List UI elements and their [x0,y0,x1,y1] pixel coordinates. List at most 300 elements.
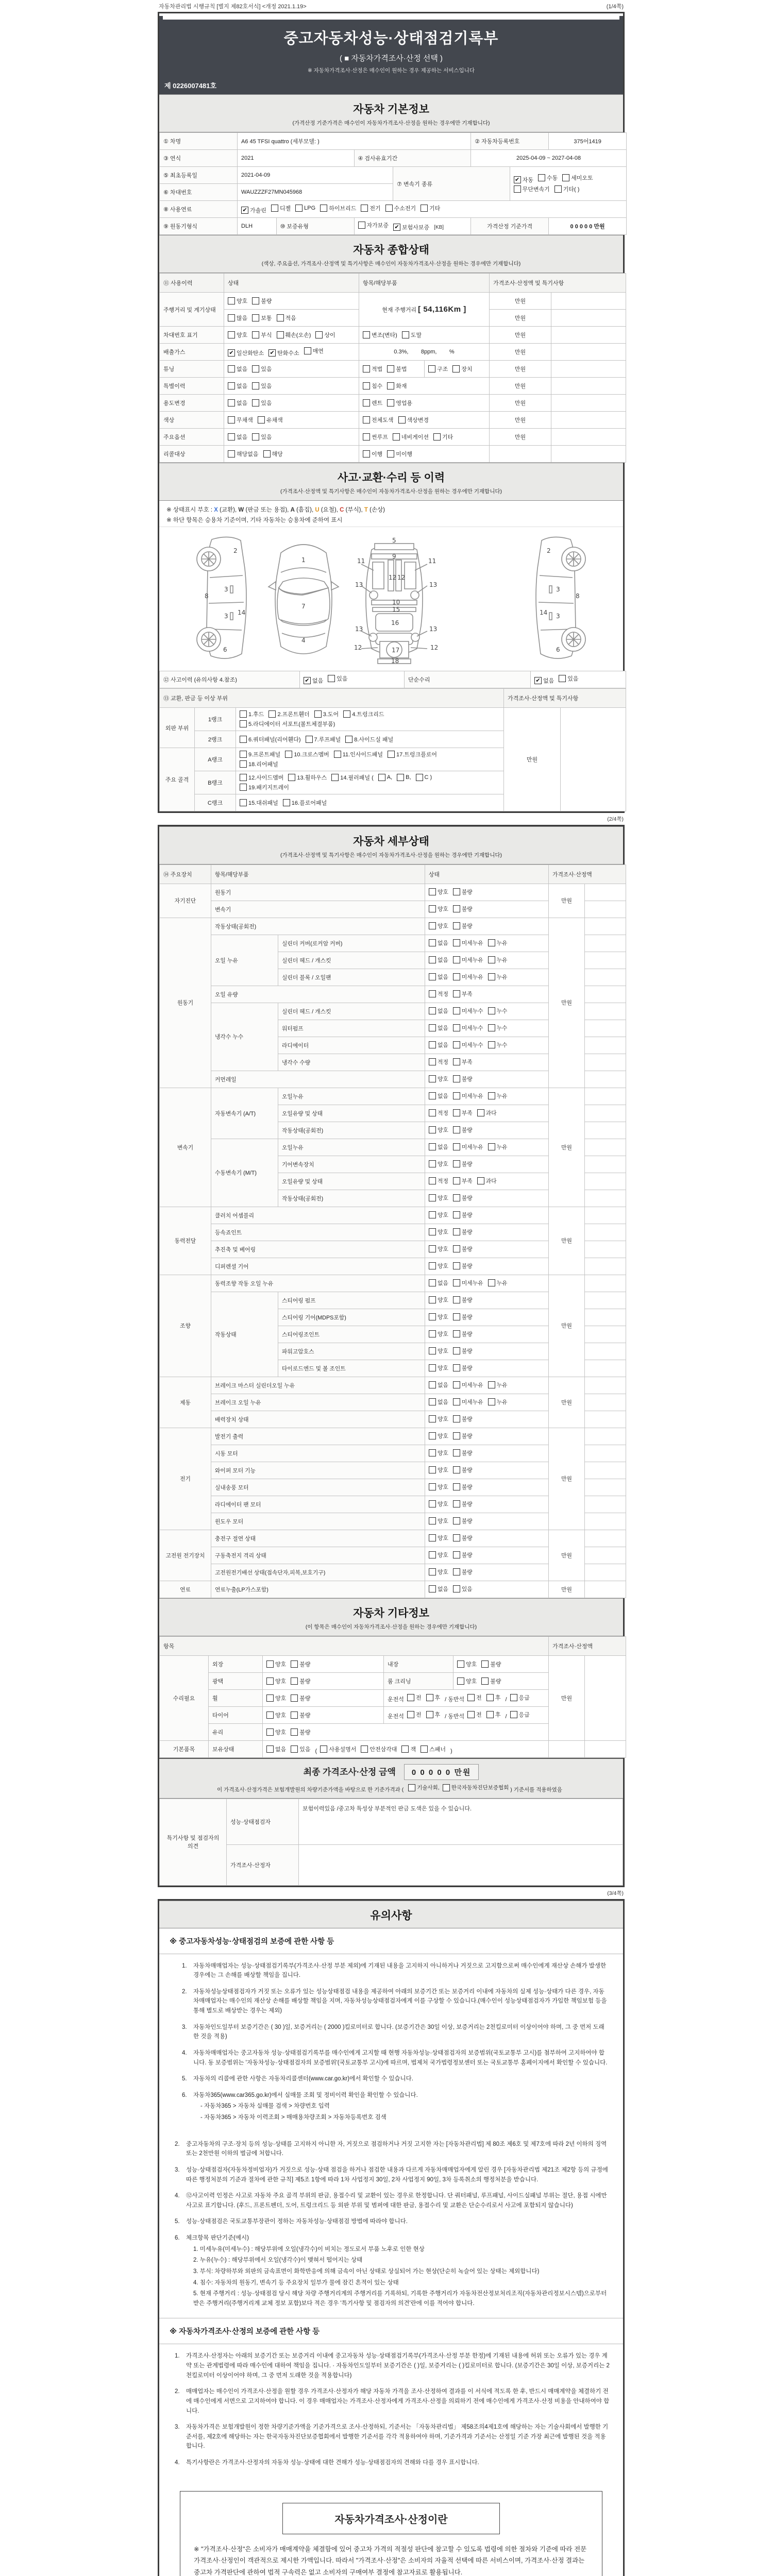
notice-item: 3. 자동차가격은 보험개발원이 정한 차량기준가액을 기준가격으로 조사·산정하되, 기준서는 「자동차관리법」 제58조의4제1호에 해당하는 자는 기술사회에서 발행한 기준서를, 제2호에 해당하는 자는 한국자동차진단보증협회에서 발행한 기준서를 각각 적용하여야 하며, 기준가격과 기준서는 산정일 기준 가장 최근에 발행된 것을 적용합니다. [175,2424,609,2450]
overall-band [159,235,623,273]
detail-subtitle: (가격조사·산정액 및 특기사항은 매수인이 자동차가격조사·산정을 원하는 경우에만 기재합니다) [280,852,502,859]
checkbox-icon [453,1585,460,1592]
text-segment: / 동반석 [445,1714,465,1720]
checkbox-상이[interactable]: 상이 [315,331,335,339]
checkbox-구조[interactable]: 구조 [428,365,448,373]
checkbox-미세누유[interactable]: 미세누유 [453,1143,483,1151]
checkbox-양호[interactable]: 양호 [228,297,247,305]
checkbox-많음[interactable]: 많음 [228,314,247,322]
legend-code-X: X [214,507,218,513]
checkbox-응급[interactable]: 응급 [510,1693,530,1702]
checkbox-해당없음[interactable]: 해당없음 [228,450,259,458]
checkbox-불량[interactable]: 불량 [291,1660,310,1668]
checkbox-미세누유[interactable]: 미세누유 [453,1381,483,1389]
checkbox-없음[interactable]: 없음 [429,1024,448,1032]
checkbox-icon [240,784,247,791]
checkbox-19.패키지트레이[interactable]: 19.패키지트레이 [240,783,289,791]
text-segment: 운전석 [388,1697,404,1703]
checkbox-영업용[interactable]: 영업용 [387,399,412,407]
checkbox-icon [252,331,259,338]
damage-code-legend: ※ 상태표시 부호 : X (교환), W (판금 또는 용접), A (흠집), U (요철), C (부식), T (손상) ※ 하단 항목은 승용차 기준이며, 기타 자동차는 승용차에 준하여 표시 [159,501,623,527]
checkbox-미세누수[interactable]: 미세누수 [453,1007,483,1015]
checkbox-스패너[interactable]: 스패너 [421,1745,446,1753]
checkbox-양호[interactable]: 양호 [228,331,247,339]
checkbox-icon [429,1466,436,1473]
checkbox-icon [283,799,290,806]
checkbox-양호[interactable]: 양호 [429,1262,448,1270]
checkbox-양호[interactable]: 양호 [266,1677,286,1685]
checkbox-icon [453,1279,460,1286]
checkbox-18.리어패널[interactable]: 18.리어패널 [240,760,278,768]
report-page [158,2,625,2576]
checkbox-양호[interactable]: 양호 [266,1711,286,1719]
checkbox-적법[interactable]: 적법 [363,365,382,373]
checkbox-부족[interactable]: 부족 [453,1058,473,1066]
checkbox-13.휠하우스[interactable]: 13.휠하우스 [288,773,327,782]
checkbox-양호[interactable]: 양호 [429,1194,448,1202]
checkbox-누유[interactable]: 누유 [488,1279,508,1287]
checkbox-없음[interactable]: ✔ 없음 [304,676,323,685]
checkbox-10.크로스멤버[interactable]: 10.크로스멤버 [285,750,329,758]
checkbox-한국자동차진단보증협회[interactable]: 한국자동차진단보증협회 [443,1784,509,1791]
checkbox-잭[interactable]: 잭 [401,1745,416,1753]
checkbox-icon [488,956,495,963]
checkbox-불량[interactable]: 불량 [453,1194,473,1202]
notice-item: 3. 자동차인도일부터 보증기간은 ( 30 )일, 보증거리는 ( 2000 )킬로미터로 합니다. (보증기간은 30일 이상, 보증거리는 2천킬로미터 이상이어야 하며, 그 중 먼저 도래한 것을 적용) [182,2024,604,2040]
notice-item: 1. 가격조사·산정자는 아래의 보증기간 또는 보증거리 이내에 중고자동차 성능·상태점검기록부(가격조사·산정 부분 한정)에 기재된 내용에 허위 또는 오류가 있는 경우 계약 또는 관계법령에 따라 매수인에 대하여 책임을 집니다. · 자동차인도일부터 보증기간은 ( )일, 보증거리는 ( )킬로미터로 합니다. (보증기간은 30일 이상, 보증거리는 2천킬로미터 이상이어야 하며, 그 중 먼저 도래한 것을 적용합니다) [175,2353,610,2379]
checkbox-있음[interactable]: 있음 [252,382,272,390]
checkbox-15.대쉬패널[interactable]: 15.대쉬패널 [240,799,278,807]
checkbox-icon [331,774,339,781]
notice-item: 6. 체크항목 판단기준(예시) 1. 미세누유(미세누수) : 해당부위에 오일(냉각수)이 비치는 정도로서 부품 노후로 인한 현상 2. 누유(누수) : 해당부위에서 오일(냉각수)이 맺혀서 떨어지는 상태 3. 부식: 차량하부와 외판의 금속표면이 화학반응에 의해 금속이 아닌 상태로 상실되어 가는 현상(단순히 녹슬어 있는 상태는 제외합니다) 4. 침수: 자동차의 원동기, 변속기 등 주요장치 일부가 물에 잠긴 흔적이 있는 상태 5. 현재 주행거리 : 성능·상태점검 당시 해당 차량 주행거리계의 주행거리를 기록하되, 기록한 주행거리가 자동차전산정보처리조직(자동차관리정보시스템)으로부터 받은 주행거리(주행거리계 교체 정보 포함)보다 적은 경우 '특기사항 및 점검자의 의견'란에 이를 적어야 합니다. [175,2235,607,2307]
checkbox-양호[interactable]: 양호 [429,1160,448,1168]
inspector-opinion-text: 보험이력있음 /중고차 특성상 부분적인 판금 도색은 있을 수 있습니다. [299,1799,623,1844]
checkbox-불량[interactable]: 불량 [291,1711,310,1719]
checkbox-미세누유[interactable]: 미세누유 [453,1279,483,1287]
checkbox-icon [385,205,393,212]
checkbox-없음[interactable]: 없음 [429,1585,448,1593]
checkbox-썬루프[interactable]: 썬루프 [363,433,388,441]
checkbox-icon: ✔ [228,349,235,357]
checkbox-없음[interactable]: 없음 [266,1745,286,1753]
checkbox-11.인사이드패널[interactable]: 11.인사이드패널 [334,750,383,758]
checkbox-없음[interactable]: 없음 [429,1092,448,1100]
checkbox-적정[interactable]: 적정 [429,1058,448,1066]
checkbox-양호[interactable]: 양호 [429,1466,448,1474]
checkbox-불량[interactable]: 불량 [453,1330,473,1338]
checkbox-16.플로어패널[interactable]: 16.플로어패널 [283,799,327,807]
checkbox-icon [429,956,436,963]
checkbox-적정[interactable]: 적정 [429,1109,448,1117]
checkbox-누유[interactable]: 누유 [488,956,508,964]
checkbox-있음[interactable]: 있음 [453,1585,473,1593]
checkbox-가솔린[interactable]: ✔ 가솔린 [241,206,266,214]
checkbox-불량[interactable]: 불량 [453,1449,473,1457]
checkbox-후[interactable]: 후 [486,1693,501,1702]
checkbox-불량[interactable]: 불량 [453,1534,473,1542]
checkbox-icon [363,416,370,423]
checkbox-불량[interactable]: 불량 [252,297,272,305]
checkbox-icon [429,1483,436,1490]
checkbox-양호[interactable]: 양호 [266,1660,286,1668]
checkbox-자동[interactable]: ✔ 자동 [514,176,533,184]
basic-info-band [159,94,623,132]
checkbox-미세누수[interactable]: 미세누수 [453,1024,483,1032]
checkbox-누유[interactable]: 누유 [488,973,508,981]
checkbox-있음[interactable]: 있음 [291,1745,310,1753]
checkbox-부족[interactable]: 부족 [453,990,473,998]
checkbox-응급[interactable]: 응급 [510,1710,530,1719]
detail-table-wrap [159,865,623,1598]
checkbox-불량[interactable]: 불량 [481,1677,501,1685]
checkbox-불량[interactable]: 불량 [453,1483,473,1491]
checkbox-누유[interactable]: 누유 [488,1398,508,1406]
checkbox-icon [488,1381,495,1388]
checkbox-불량[interactable]: 불량 [481,1660,501,1668]
checkbox-icon [402,331,409,338]
checkbox-불량[interactable]: 불량 [453,1466,473,1474]
checkbox-후[interactable]: 후 [426,1693,441,1702]
checkbox-icon [453,1500,460,1507]
checkbox-유채색[interactable]: 유채색 [258,416,283,424]
checkbox-양호[interactable]: 양호 [266,1694,286,1702]
checkbox-침수[interactable]: 침수 [363,382,382,390]
checkbox-전[interactable]: 전 [407,1710,422,1719]
checkbox-icon [429,1143,436,1150]
opinion-table: 특기사항 및 점검자의 의견 성능·상태점검자 보험이력있음 /중고차 특성상 부분적인 판금 도색은 있을 수 있습니다. 가격조사·산정자 [159,1799,623,1886]
checkbox-icon [429,1347,436,1354]
checkbox-icon [426,1694,433,1701]
text-segment: / [505,1697,507,1703]
checkbox-icon [407,1694,414,1701]
checkbox-누수[interactable]: 누수 [488,1024,508,1032]
checkbox-불량[interactable]: 불량 [453,1568,473,1576]
checkbox-불량[interactable]: 불량 [453,1126,473,1134]
checkbox-불량[interactable]: 불량 [453,1228,473,1236]
checkbox-양호[interactable]: 양호 [429,1296,448,1304]
checkbox-양호[interactable]: 양호 [429,1432,448,1440]
checkbox-있음[interactable]: 있음 [252,365,272,373]
checkbox-불량[interactable]: 불량 [453,1415,473,1423]
checkbox-세미오토[interactable]: 세미오토 [562,174,593,182]
checkbox-수소전기[interactable]: 수소전기 [385,204,416,212]
checkbox-불량[interactable]: 불량 [453,1075,473,1083]
checkbox-불량[interactable]: 불량 [453,1296,473,1304]
checkbox-미세누유[interactable]: 미세누유 [453,1092,483,1100]
checkbox-양호[interactable]: 양호 [429,1415,448,1423]
checkbox-누수[interactable]: 누수 [488,1041,508,1049]
checkbox-전기[interactable]: 전기 [361,204,380,212]
accident-history-table: ⑫ 사고이력 (유의사항 4.참조) ✔ 없음 있음 단순수리 ✔ 없음 있음 [159,671,626,688]
checkbox-icon [453,1398,460,1405]
checkbox-icon [291,1728,298,1736]
checkbox-전[interactable]: 전 [467,1710,482,1719]
checkbox-17.트렁크플로어[interactable]: 17.트렁크플로어 [388,750,437,758]
checkbox-없음[interactable]: 없음 [228,433,247,441]
checkbox-양호[interactable]: 양호 [429,1330,448,1338]
checkbox-있음[interactable]: 있음 [559,674,578,683]
checkbox-있음[interactable]: 있음 [328,674,347,683]
checkbox-icon [306,736,313,743]
checkbox-미세누유[interactable]: 미세누유 [453,956,483,964]
checkbox-icon [228,433,235,440]
svg-text:12: 12 [354,644,362,652]
checkbox-사용설명서[interactable]: 사용설명서 [320,1745,356,1753]
svg-text:3: 3 [556,586,560,594]
checkbox-없음[interactable]: 없음 [228,365,247,373]
checkbox-icon [252,433,259,440]
document-note: ※ 자동차가격조사·산정은 매수인이 원하는 경우 제공하는 서비스입니다 [308,67,475,74]
checkbox-기타[interactable]: 기타 [421,204,440,212]
checkbox-양호[interactable]: 양호 [429,1551,448,1559]
checkbox-4.트렁크리드[interactable]: 4.트렁크리드 [343,710,384,718]
notice-title: 유의사항 [370,1909,412,1922]
checkbox-icon [481,1677,489,1685]
checkbox-해당[interactable]: 해당 [263,450,283,458]
checkbox-icon [429,1415,436,1422]
notice-band [159,1901,623,1928]
checkbox-부족[interactable]: 부족 [453,1177,473,1185]
checkbox-없음[interactable]: 없음 [429,956,448,964]
checkbox-전[interactable]: 전 [467,1693,482,1702]
checkbox-기타( )[interactable]: 기타( ) [554,185,580,193]
svg-text:14: 14 [238,609,246,617]
accident-band [159,463,623,501]
checkbox-누수[interactable]: 누수 [488,1007,508,1015]
checkbox-불량[interactable]: 불량 [291,1677,310,1685]
checkbox-14.필러패널 ([interactable]: 14.필러패널 ( [331,773,374,782]
checkbox-부족[interactable]: 부족 [453,1109,473,1117]
checkbox-불량[interactable]: 불량 [453,1245,473,1253]
checkbox-icon [252,365,259,372]
checkbox-불량[interactable]: 불량 [453,1500,473,1508]
checkbox-누유[interactable]: 누유 [488,1143,508,1151]
checkbox-없음[interactable]: 없음 [429,1279,448,1287]
text-segment: ) 기준서를 적용하였음 [510,1786,562,1793]
checkbox-불법[interactable]: 불법 [387,365,407,373]
checkbox-기술사회,[interactable]: 기술사회, [408,1784,440,1791]
checkbox-icon [363,399,370,406]
checkbox-무채색[interactable]: 무채색 [228,416,253,424]
checkbox-icon [291,1694,298,1702]
checkbox-있음[interactable]: 있음 [252,399,272,407]
checkbox-icon [252,399,259,406]
checkbox-7.루프패널[interactable]: 7.루프패널 [306,735,341,743]
checkbox-icon [453,1109,460,1116]
checkbox-양호[interactable]: 양호 [429,1228,448,1236]
checkbox-없음[interactable]: 없음 [429,1143,448,1151]
legend-code-U: U [315,507,320,513]
checkbox-icon [453,1517,460,1524]
checkbox-양호[interactable]: 양호 [457,1677,477,1685]
checkbox-불량[interactable]: 불량 [453,888,473,896]
checkbox-이행[interactable]: 이행 [363,450,382,458]
legend-code-T: T [364,507,368,513]
checkbox-미세누유[interactable]: 미세누유 [453,1398,483,1406]
checkbox-3.도어[interactable]: 3.도어 [314,710,339,718]
checkbox-icon [429,1211,436,1218]
checkbox-훼손(오손)[interactable]: 훼손(오손) [277,331,311,339]
checkbox-양호[interactable]: 양호 [429,1245,448,1253]
checkbox-icon [388,751,395,758]
checkbox-icon [429,1500,436,1507]
checkbox-적정[interactable]: 적정 [429,990,448,998]
notice-item: 1. 자동차매매업자는 성능·상태점검기록부(가격조사·산정 부분 제외)에 기재된 내용을 고지하지 아니하거나 거짓으로 고지함으로써 매수인에게 재산상 손해가 발생한 경우에는 그 손해를 배상할 책임을 집니다. [182,1962,607,1979]
checkbox-양호[interactable]: 양호 [429,1500,448,1508]
checkbox-양호[interactable]: 양호 [429,905,448,913]
checkbox-양호[interactable]: 양호 [429,1211,448,1219]
checkbox-무단변속기[interactable]: 무단변속기 [514,185,550,193]
checkbox-불량[interactable]: 불량 [453,1432,473,1440]
checkbox-icon [443,1784,450,1791]
checkbox-미세누수[interactable]: 미세누수 [453,1041,483,1049]
checkbox-누유[interactable]: 누유 [488,1092,508,1100]
checkbox-불량[interactable]: 불량 [453,1160,473,1168]
checkbox-B,[interactable]: B, [397,774,411,781]
checkbox-없음[interactable]: 없음 [228,382,247,390]
checkbox-렌트[interactable]: 렌트 [363,399,382,407]
checkbox-장치[interactable]: 장치 [452,365,472,373]
checkbox-9.프론트패널[interactable]: 9.프론트패널 [240,750,280,758]
checkbox-12.사이드멤버[interactable]: 12.사이드멤버 [240,773,283,782]
checkbox-icon [429,905,436,912]
checkbox-없음[interactable]: ✔ 없음 [534,676,554,685]
checkbox-2.프론트휀더[interactable]: 2.프론트휀더 [268,710,309,718]
checkbox-양호[interactable]: 양호 [457,1660,477,1668]
checkbox-과다[interactable]: 과다 [477,1109,497,1117]
checkbox-icon [328,675,335,682]
basic-info-title: 자동차 기본정보 [353,104,429,115]
checkbox-양호[interactable]: 양호 [429,1449,448,1457]
checkbox-양호[interactable]: 양호 [429,1364,448,1372]
checkbox-디젤[interactable]: 디젤 [271,204,291,212]
checkbox-보험사보증[interactable]: ✔ 보험사보증 [393,223,429,231]
checkbox-전[interactable]: 전 [407,1693,422,1702]
checkbox-없음[interactable]: 없음 [429,1007,448,1015]
checkbox-양호[interactable]: 양호 [429,1126,448,1134]
checkbox-안전삼각대[interactable]: 안전삼각대 [361,1745,397,1753]
checkbox-불량[interactable]: 불량 [453,1551,473,1559]
checkbox-양호[interactable]: 양호 [429,1483,448,1491]
checkbox-부식[interactable]: 부식 [252,331,272,339]
checkbox-A,[interactable]: A, [378,774,392,781]
checkbox-불량[interactable]: 불량 [453,905,473,913]
checkbox-불량[interactable]: 불량 [453,1262,473,1270]
checkbox-양호[interactable]: 양호 [429,1075,448,1083]
svg-text:5: 5 [392,537,396,545]
checkbox-있음[interactable]: 있음 [252,433,272,441]
checkbox-자가보증[interactable]: 자가보증 [358,221,389,229]
checkbox-C )[interactable]: C ) [416,774,432,781]
checkbox-없음[interactable]: 없음 [429,939,448,947]
checkbox-불량[interactable]: 불량 [453,1364,473,1372]
final-price-label: 최종 가격조사·산정 금액 [303,1767,396,1777]
checkbox-icon [387,365,394,372]
checkbox-적음[interactable]: 적음 [277,314,296,322]
checkbox-icon [228,382,235,389]
checkbox-양호[interactable]: 양호 [429,1517,448,1525]
checkbox-미세누유[interactable]: 미세누유 [453,973,483,981]
checkbox-탄화수소[interactable]: ✔ 탄화수소 [268,349,299,357]
checkbox-양호[interactable]: 양호 [429,922,448,930]
checkbox-전체도색[interactable]: 전체도색 [363,416,394,424]
checkbox-icon [453,1449,460,1456]
svg-text:9: 9 [392,553,396,561]
document-number: 제 0226007481호 [164,82,217,90]
checkbox-icon [429,1398,436,1405]
pricing-definition-box [180,2491,602,2576]
svg-text:12: 12 [389,574,397,582]
checkbox-icon [345,736,352,743]
checkbox-없음[interactable]: 없음 [429,1398,448,1406]
checkbox-없음[interactable]: 없음 [228,399,247,407]
svg-text:3: 3 [556,613,560,620]
checkbox-icon [429,1092,436,1099]
checkbox-적정[interactable]: 적정 [429,1177,448,1185]
checkbox-양호[interactable]: 양호 [429,1347,448,1355]
checkbox-불량[interactable]: 불량 [453,922,473,930]
checkbox-8.사이드실 패널[interactable]: 8.사이드실 패널 [345,735,393,743]
checkbox-없음[interactable]: 없음 [429,1041,448,1049]
checkbox-보통[interactable]: 보통 [252,314,272,322]
checkbox-양호[interactable]: 양호 [429,1313,448,1321]
checkbox-불량[interactable]: 불량 [453,1347,473,1355]
checkbox-일산화탄소[interactable]: ✔ 일산화탄소 [228,349,264,357]
checkbox-하이브리드[interactable]: 하이브리드 [320,204,356,212]
checkbox-후[interactable]: 후 [486,1710,501,1719]
checkbox-미이행[interactable]: 미이행 [387,450,412,458]
checkbox-LPG[interactable]: LPG [295,205,315,212]
checkbox-도말[interactable]: 도말 [402,331,422,339]
checkbox-icon [266,1694,274,1702]
basic-info-table-wrap [159,132,623,235]
checkbox-매연[interactable]: 매연 [304,347,324,355]
checkbox-후[interactable]: 후 [426,1710,441,1719]
checkbox-네비게이션[interactable]: 네비게이션 [393,433,429,441]
checkbox-icon [429,1109,436,1116]
checkbox-icon [266,1660,274,1668]
checkbox-미세누유[interactable]: 미세누유 [453,939,483,947]
checkbox-변조(변타)[interactable]: 변조(변타) [363,331,397,339]
checkbox-양호[interactable]: 양호 [429,888,448,896]
svg-text:13: 13 [429,625,438,633]
checkbox-색상변경[interactable]: 색상변경 [398,416,429,424]
checkbox-없음[interactable]: 없음 [429,973,448,981]
accident-parts-table: ⑬ 교환, 판금 등 이상 부위 가격조사·산정액 및 특기사항 외판 부위 1랭크 1.후드 2.프론트휀더 3.도어 4.트렁크리드 5.라디에이터 서포트(볼트체결부품) 만원 2랭크 6.쿼터패널(리어휀다) 7.루프패널 8.사이드실 패널 주요 골격 A랭크 9.프론트패널 10.크로스멤버 11.인사이드패널 17.트렁크플로어 18.리어패널 B랭크 12.사이드멤버 13.휠하우스 14.필러패널 ( A, B, C ) 19.패키지트레이 C랭크 15.대쉬패널 16.플로어패널 [159,688,626,811]
checkbox-5.라디에이터 서포트(볼트체결부품)[interactable]: 5.라디에이터 서포트(볼트체결부품) [240,720,335,728]
checkbox-1.후드[interactable]: 1.후드 [240,710,264,718]
checkbox-불량[interactable]: 불량 [291,1694,310,1702]
checkbox-양호[interactable]: 양호 [429,1534,448,1542]
checkbox-없음[interactable]: 없음 [429,1381,448,1389]
checkbox-불량[interactable]: 불량 [453,1211,473,1219]
opinion-table-wrap [159,1799,623,1886]
checkbox-icon [228,314,235,321]
checkbox-기타[interactable]: 기타 [433,433,453,441]
checkbox-수동[interactable]: 수동 [538,174,558,182]
checkbox-불량[interactable]: 불량 [291,1728,310,1736]
checkbox-불량[interactable]: 불량 [453,1517,473,1525]
checkbox-양호[interactable]: 양호 [266,1728,286,1736]
checkbox-누유[interactable]: 누유 [488,1381,508,1389]
checkbox-불량[interactable]: 불량 [453,1313,473,1321]
checkbox-누유[interactable]: 누유 [488,939,508,947]
checkbox-6.쿼터패널(리어휀다)[interactable]: 6.쿼터패널(리어휀다) [240,735,301,743]
checkbox-과다[interactable]: 과다 [477,1177,497,1185]
checkbox-화재[interactable]: 화재 [387,382,407,390]
checkbox-icon [429,1160,436,1167]
checkbox-양호[interactable]: 양호 [429,1568,448,1576]
